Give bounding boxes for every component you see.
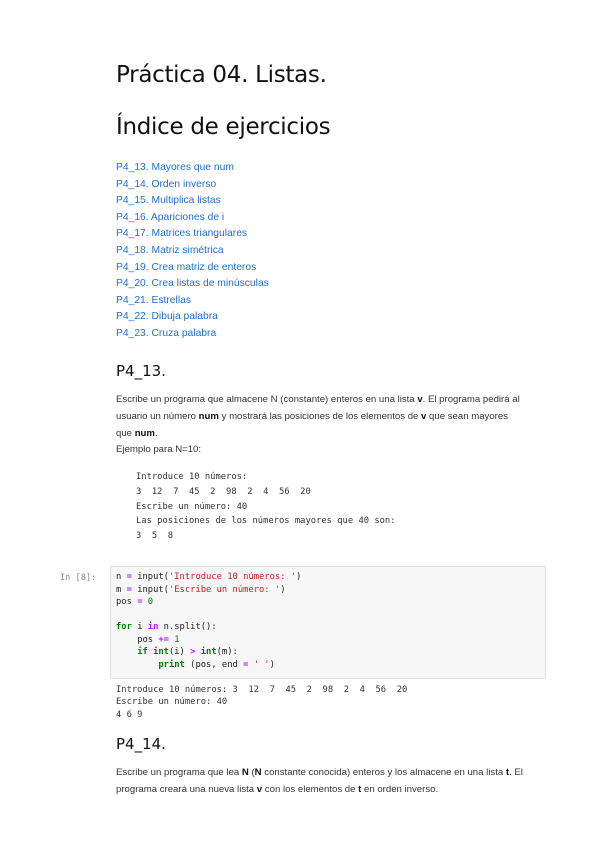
- code-builtin: int: [200, 647, 217, 657]
- desc-var: v: [417, 394, 423, 405]
- toc-item: [116, 293, 269, 310]
- toc-item: [116, 309, 269, 326]
- code-token: (pos, end: [184, 659, 244, 670]
- toc-item: [116, 226, 269, 243]
- code-string: ' ': [253, 659, 270, 670]
- desc-text: (: [248, 767, 255, 778]
- toc-link-p4-19[interactable]: P4_19. Crea matriz de enteros: [116, 261, 257, 273]
- code-string: 'Introduce 10 números: ': [168, 572, 297, 582]
- toc-link-p4-22[interactable]: P4_22. Dibuja palabra: [116, 311, 218, 323]
- desc-text: . El programa pedirá al usuario un número: [116, 394, 520, 422]
- code-builtin: print: [158, 659, 185, 670]
- output-line: 4 6 9: [116, 709, 143, 720]
- output-line: Introduce 10 números: 3 12 7 45 2 98 2 4 56 20: [116, 685, 408, 695]
- code-operator: +=: [158, 634, 169, 645]
- code-keyword: if: [137, 647, 148, 657]
- toc-item: [116, 160, 269, 177]
- code-token: input: [137, 584, 164, 595]
- toc-item: [116, 326, 269, 343]
- desc-var: N: [254, 767, 262, 778]
- code-operator: >: [190, 647, 196, 657]
- code-builtin: int: [153, 647, 169, 657]
- desc-text: .: [154, 428, 158, 439]
- toc-link-p4-14[interactable]: P4_14. Orden inverso: [116, 178, 217, 190]
- example-line: Las posiciones de los números mayores que 40 son:: [136, 516, 396, 527]
- p4-14-description: [116, 764, 526, 798]
- code-token: (i): [168, 647, 191, 657]
- desc-text: en orden inverso.: [361, 784, 439, 795]
- code-number: 1: [174, 634, 180, 645]
- p4-13-description: [116, 391, 526, 442]
- code-token: ): [269, 659, 275, 670]
- cell-output: [116, 684, 407, 721]
- example-line: Introduce 10 números:: [136, 472, 248, 482]
- code-token: input: [137, 572, 164, 582]
- desc-var: num: [198, 411, 219, 422]
- desc-text: . El programa creará una nueva lista: [116, 767, 523, 795]
- desc-text: con los elementos de: [262, 784, 359, 795]
- desc-var: t: [358, 784, 362, 795]
- toc-link-p4-23[interactable]: P4_23. Cruza palabra: [116, 327, 217, 339]
- toc-link-p4-15[interactable]: P4_15. Multiplica listas: [116, 195, 221, 207]
- desc-text: Escribe un programa que lea: [116, 767, 242, 778]
- desc-var: num: [134, 428, 155, 439]
- desc-var: v: [256, 784, 263, 795]
- code-token: n.split():: [163, 622, 217, 632]
- toc-link-p4-18[interactable]: P4_18. Matriz simétrica: [116, 244, 224, 256]
- code-token: (m):: [216, 647, 238, 657]
- section-heading-p4-14: P4_14.: [116, 735, 166, 753]
- toc-item: [116, 260, 269, 277]
- desc-var: v: [421, 411, 427, 422]
- toc-link-p4-20[interactable]: P4_20. Crea listas de minúsculas: [116, 278, 269, 290]
- code-keyword: for: [116, 622, 132, 632]
- code-token: pos: [116, 597, 132, 607]
- code-token: pos: [137, 634, 154, 645]
- toc-link-p4-16[interactable]: P4_16. Apariciones de i: [116, 211, 225, 223]
- toc-item: [116, 210, 269, 227]
- desc-text: que sean mayores que: [116, 411, 508, 439]
- desc-var: N: [241, 767, 249, 778]
- code-editor[interactable]: n = input('Introduce 10 números: ') m = input('Escribe un número: ') pos = 0 for i in n.split(): pos += 1 if int(i) > int(m): print (pos, end = ' '): [116, 572, 302, 670]
- code-number: 0: [147, 597, 154, 607]
- example-block: [136, 470, 396, 544]
- desc-text: constante conocida) enteros y los almacene en una lista: [261, 767, 506, 778]
- toc-item: [116, 177, 269, 194]
- code-token: i: [137, 622, 143, 632]
- example-line: Escribe un número: 40: [136, 501, 248, 512]
- toc-item: [116, 193, 269, 210]
- code-keyword: in: [147, 622, 159, 632]
- desc-text: y mostrará las posiciones de los elementos de: [218, 411, 422, 422]
- toc-link-p4-17[interactable]: P4_17. Matrices triangulares: [116, 228, 248, 240]
- section-heading-p4-13: P4_13.: [116, 362, 166, 380]
- toc-link-p4-13[interactable]: P4_13. Mayores que num: [116, 162, 234, 173]
- page-title: Práctica 04. Listas.: [116, 62, 327, 88]
- toc-item: [116, 276, 269, 293]
- desc-text: Escribe un programa que almacene N (constante) enteros en una lista: [116, 394, 418, 405]
- desc-var: t: [505, 767, 510, 778]
- example-label: Ejemplo para N=10:: [116, 444, 202, 455]
- code-string: 'Escribe un número: ': [168, 584, 281, 595]
- code-token: n: [116, 572, 122, 582]
- code-token: m: [116, 584, 122, 595]
- toc-item: [116, 243, 269, 260]
- cell-prompt: In [8]:: [60, 573, 97, 583]
- example-line: 3 5 8: [136, 531, 174, 542]
- code-operator: =: [243, 659, 249, 670]
- toc-link-p4-21[interactable]: P4_21. Estrellas: [116, 294, 191, 306]
- example-line: 3 12 7 45 2 98 2 4 56 20: [136, 486, 311, 497]
- output-line: Escribe un número: 40: [116, 697, 228, 708]
- index-heading: Índice de ejercicios: [116, 114, 331, 140]
- toc-list: [116, 160, 269, 343]
